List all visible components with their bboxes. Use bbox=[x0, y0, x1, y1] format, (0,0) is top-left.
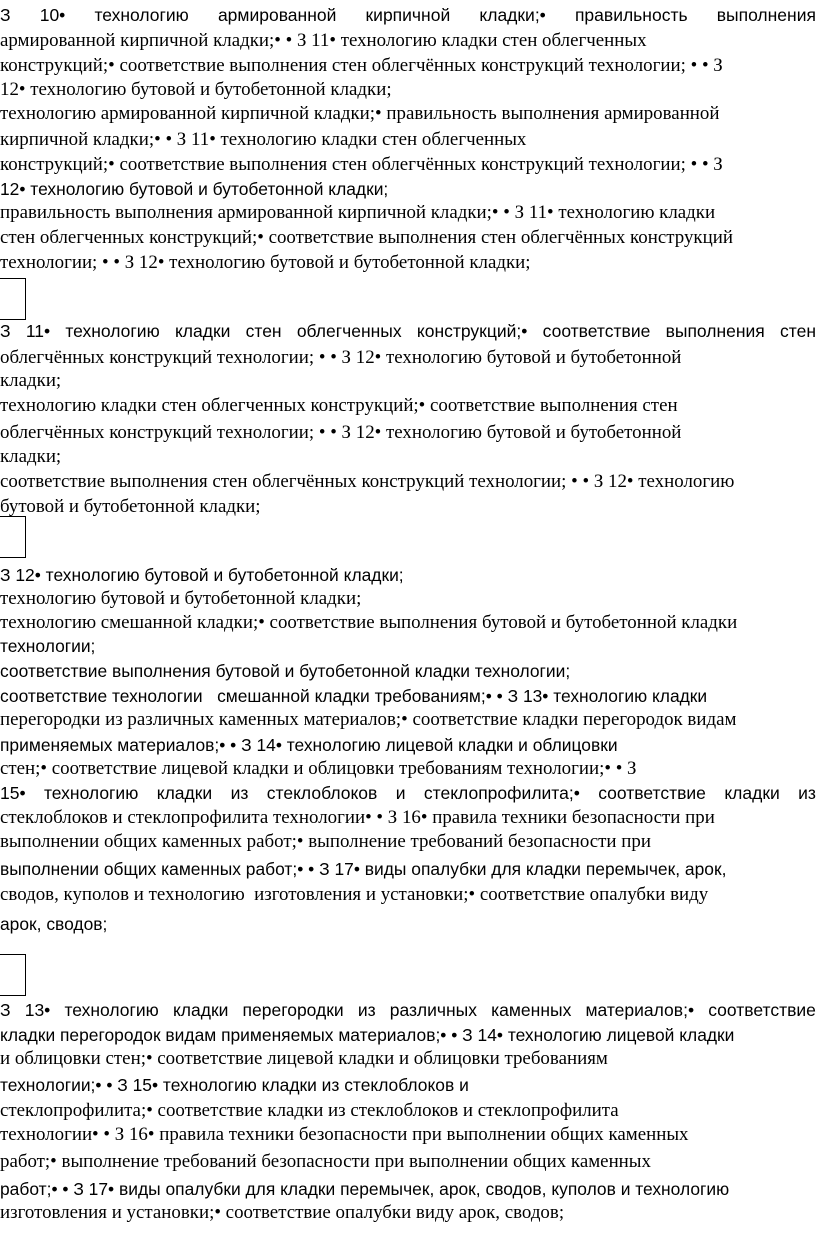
word: технологию bbox=[43, 783, 139, 803]
word: соответствие bbox=[598, 783, 706, 803]
text-line: технологии; bbox=[0, 636, 96, 656]
text-line: и облицовки стен;• соответствие лицевой кладки и облицовки требованиям bbox=[0, 1048, 608, 1069]
text-line: армированной кирпичной кладки;• • З 11• технологию кладки стен облегченных bbox=[0, 30, 647, 51]
word: технологию bbox=[94, 5, 189, 25]
text-line: выполнении общих каменных работ;• • З 17• виды опалубки для кладки перемычек, арок, bbox=[0, 859, 727, 879]
word: 11• bbox=[25, 321, 51, 341]
word: технологию bbox=[65, 321, 160, 341]
word: З bbox=[0, 1000, 11, 1020]
text-line: технологию армированной кирпичной кладки;• правильность выполнения армированной bbox=[0, 103, 720, 124]
word: 15• bbox=[0, 783, 26, 803]
text-line: соответствие выполнения стен облегчённых конструкций технологии; • • З 12• технологию bbox=[0, 471, 735, 492]
word: из bbox=[357, 1000, 376, 1020]
word: кладки bbox=[156, 783, 213, 803]
text-line: З 12• технологию бутовой и бутобетонной кладки; bbox=[0, 565, 404, 585]
word: и bbox=[395, 783, 406, 803]
text-line: технологии• • З 16• правила техники безопасности при выполнении общих каменных bbox=[0, 1124, 689, 1145]
word: различных bbox=[389, 1000, 477, 1020]
text-line: выполнении общих каменных работ;• выполнение требований безопасности при bbox=[0, 831, 651, 852]
word: кладки;• bbox=[479, 5, 546, 25]
text-line bbox=[0, 318, 816, 344]
text-line: облегчённых конструкций технологии; • • З 12• технологию бутовой и бутобетонной bbox=[0, 422, 682, 443]
word: материалов;• bbox=[585, 1000, 695, 1020]
word: выполнения bbox=[665, 321, 765, 341]
text-line: кирпичной кладки;• • З 11• технологию кладки стен облегченных bbox=[0, 129, 527, 150]
word: соответствие bbox=[542, 321, 651, 341]
answer-checkbox[interactable] bbox=[0, 954, 26, 996]
word: кладки bbox=[724, 783, 780, 803]
text-line: технологию смешанной кладки;• соответствие выполнения бутовой и бутобетонной кладки bbox=[0, 612, 738, 633]
text-line: кладки; bbox=[0, 446, 62, 467]
text-line: работ;• выполнение требований безопасности при выполнении общих каменных bbox=[0, 1151, 651, 1172]
text-line: изготовления и установки;• соответствие опалубки виду арок, сводов; bbox=[0, 1202, 565, 1223]
answer-checkbox[interactable] bbox=[0, 516, 26, 558]
text-line: кладки перегородок видам применяемых материалов;• • З 14• технологию лицевой кладки bbox=[0, 1025, 735, 1045]
text-line: технологию кладки стен облегченных конструкций;• соответствие выполнения стен bbox=[0, 395, 678, 416]
text-line: 12• технологию бутовой и бутобетонной кладки; bbox=[0, 179, 389, 199]
word: кладки bbox=[172, 1000, 229, 1020]
word: З bbox=[0, 5, 11, 25]
word: из bbox=[798, 783, 816, 803]
text-line: стен;• соответствие лицевой кладки и облицовки требованиям технологии;• • З bbox=[0, 758, 637, 779]
text-line bbox=[0, 2, 816, 28]
word: правильность bbox=[574, 5, 688, 25]
word: 13• bbox=[24, 1000, 51, 1020]
text-line: технологии; • • З 12• технологию бутовой и бутобетонной кладки; bbox=[0, 252, 531, 273]
text-line: конструкций;• соответствие выполнения стен облегчённых конструкций технологии; • • З bbox=[0, 55, 723, 76]
text-line: стеклоблоков и стеклопрофилита технологии• • З 16• правила техники безопасности при bbox=[0, 807, 715, 828]
word: каменных bbox=[491, 1000, 572, 1020]
word: кладки bbox=[174, 321, 231, 341]
text-line: облегчённых конструкций технологии; • • З 12• технологию бутовой и бутобетонной bbox=[0, 347, 682, 368]
text-line: технологию бутовой и бутобетонной кладки; bbox=[0, 588, 362, 609]
text-line: применяемых материалов;• • З 14• технологию лицевой кладки и облицовки bbox=[0, 735, 618, 755]
word: технологию bbox=[64, 1000, 159, 1020]
text-line: технологии;• • З 15• технологию кладки из стеклоблоков и bbox=[0, 1075, 469, 1095]
text-line: бутовой и бутобетонной кладки; bbox=[0, 496, 261, 517]
word: 10• bbox=[39, 5, 66, 25]
word: перегородки bbox=[242, 1000, 344, 1020]
word: стеклопрофилита;• bbox=[423, 783, 580, 803]
word: армированной bbox=[217, 5, 337, 25]
text-line: правильность выполнения армированной кирпичной кладки;• • З 11• технологию кладки bbox=[0, 202, 716, 223]
word: стен bbox=[780, 321, 816, 341]
answer-checkbox[interactable] bbox=[0, 278, 26, 320]
word: стеклоблоков bbox=[266, 783, 378, 803]
text-line: сводов, куполов и технологию изготовления и установки;• соответствие опалубки виду bbox=[0, 884, 709, 905]
text-line bbox=[0, 780, 816, 806]
word: выполнения bbox=[716, 5, 816, 25]
text-line bbox=[0, 997, 816, 1023]
text-line: конструкций;• соответствие выполнения стен облегчённых конструкций технологии; • • З bbox=[0, 154, 723, 175]
text-line: кладки; bbox=[0, 370, 62, 391]
text-line: соответствие выполнения бутовой и бутобетонной кладки технологии; bbox=[0, 661, 571, 681]
text-line: работ;• • З 17• виды опалубки для кладки перемычек, арок, сводов, куполов и технологию bbox=[0, 1179, 730, 1199]
word: кирпичной bbox=[365, 5, 451, 25]
text-line: 12• технологию бутовой и бутобетонной кладки; bbox=[0, 79, 392, 100]
word: стен bbox=[245, 321, 282, 341]
word: из bbox=[230, 783, 249, 803]
word: облегченных bbox=[296, 321, 402, 341]
word: соответствие bbox=[708, 1000, 816, 1020]
text-line: арок, сводов; bbox=[0, 914, 108, 934]
text-line: стен облегченных конструкций;• соответствие выполнения стен облегчённых конструкций bbox=[0, 227, 733, 248]
text-line: соответствие технологии смешанной кладки требованиям;• • З 13• технологию кладки bbox=[0, 686, 708, 706]
word: З bbox=[0, 321, 11, 341]
text-line: стеклопрофилита;• соответствие кладки из стеклоблоков и стеклопрофилита bbox=[0, 1100, 619, 1121]
word: конструкций;• bbox=[416, 321, 528, 341]
text-line: перегородки из различных каменных материалов;• соответствие кладки перегородок видам bbox=[0, 709, 737, 730]
